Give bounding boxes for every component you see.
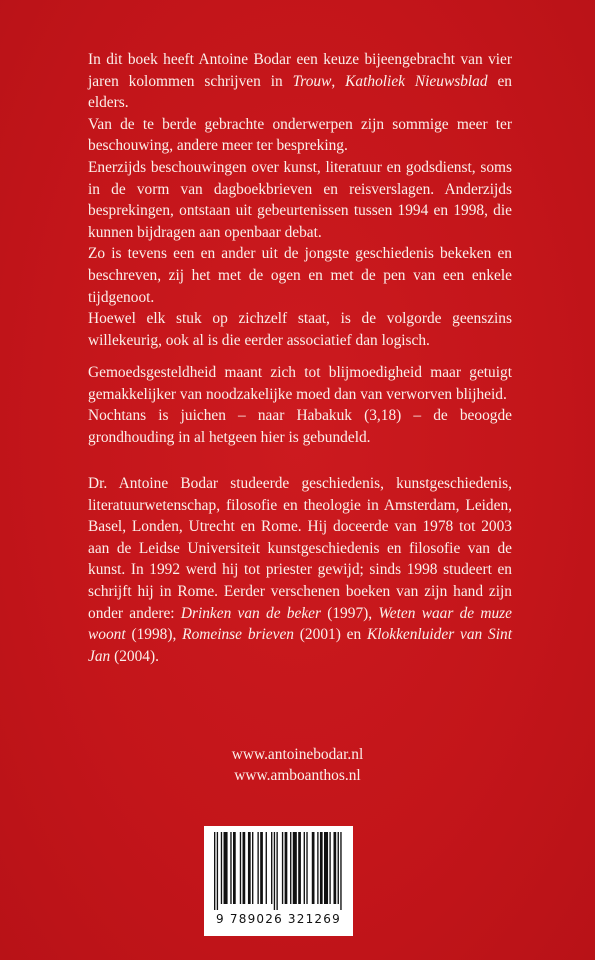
barcode-bar [340, 832, 341, 910]
blurb-section-intro [88, 49, 512, 351]
book-year: (1998), [125, 626, 183, 644]
intro-line-2: jaren kolommen schrijven in [88, 72, 293, 90]
barcode-bar [324, 832, 328, 904]
url-antoinebodar[interactable]: www.antoinebodar.nl [231, 746, 364, 763]
barcode-bar [221, 832, 222, 904]
mood-paragraph-2: Nochtans is juichen – naar Habakuk (3,18) – de beoogde grondhouding in al hetgeen hier is gebundeld. [88, 407, 512, 446]
intro-line-2-end: en elders. [88, 72, 513, 112]
barcode-bar [257, 832, 258, 904]
isbn-barcode [204, 826, 353, 936]
barcode-bar [293, 832, 297, 904]
barcode-bar [329, 832, 330, 904]
publication-trouw: Trouw [292, 72, 332, 90]
book-year: (2001) en [293, 626, 367, 644]
intro-line-1: In dit boek heeft Antoine Bodar een keuze bijeengebracht van vier [88, 51, 512, 68]
barcode-bar [271, 832, 272, 904]
barcode-bar [312, 832, 315, 904]
barcode-bars-icon [214, 832, 343, 910]
barcode-bar [230, 832, 231, 904]
barcode-bar [306, 832, 307, 904]
barcode-bar [217, 832, 218, 910]
barcode-bar [248, 832, 251, 904]
blurb-section-mood [88, 362, 512, 448]
blurb-paragraph-1 [88, 49, 512, 114]
author-bio-paragraph [88, 473, 512, 667]
book-title-romeinse: Romeinse brieven [182, 626, 294, 644]
barcode-bar [276, 832, 277, 910]
barcode-digits: 9 789026 321269 [216, 912, 341, 926]
blurb-paragraph-1b: Van de te berde gebrachte onderwerpen zijn sommige meer ter beschouwing, andere meer ter bespreking. [88, 115, 512, 155]
barcode-bar [317, 832, 318, 904]
blurb-paragraph-3: Zo is tevens een en ander uit de jongste geschiedenis bekeken en beschreven, zij het met de ogen en met de pen van een enkele tijdgenoot. [88, 245, 512, 306]
barcode-bar [320, 832, 323, 904]
barcode-bar [304, 832, 305, 904]
book-title-klokkenluider: Klokkenluider van Sint Jan [88, 626, 512, 665]
barcode-bar [233, 832, 236, 904]
bio-text: Dr. Antoine Bodar studeerde geschiedenis, kunstgeschiedenis, literatuurwetenschap, filosofie en theologie in Amsterdam, Leiden, Basel, Londen, Utrecht en Rome. Hij doceerde van 1978 tot 2003 aan de Leidse Universiteit kunstgeschiedenis en filosofie van de kunst. In 1992 werd hij tot priester gewijd; sinds 1998 studeert en schrijft hij in Rome. Eerder verschenen boeken van zijn hand zijn onder andere: [88, 475, 512, 622]
mood-paragraph-1: Gemoedsgesteldheid maant zich tot blijmoedigheid maar getuigt gemakkelijker van noodzakelijke moed dan van verworven blijheid. [88, 364, 512, 403]
book-title-weten: Weten waar de muze woont [88, 604, 513, 644]
blurb-paragraph-2: Enerzijds beschouwingen over kunst, literatuur en godsdienst, soms in de vorm van dagboekbrieven en reisverslagen. Anderzijds besprekingen, ontstaan uit gebeurtenissen tussen 1994 en 1998, die kunnen bijdragen aan openbaar debat. [88, 158, 512, 241]
barcode-bar [333, 832, 336, 904]
blurb-paragraph-4: Hoewel elk stuk op zichzelf staat, is de volgorde geenszins willekeurig, ook al is die eerder associatief dan logisch. [88, 310, 512, 349]
barcode-bar [338, 832, 339, 904]
separator: , [331, 72, 346, 90]
author-bio [88, 473, 512, 667]
barcode-bar [260, 832, 263, 904]
book-title-drinken: Drinken van de beker [180, 604, 321, 622]
barcode-bar [298, 832, 301, 904]
book-year: (1997), [320, 604, 379, 622]
barcode-bar [285, 832, 288, 904]
barcode-bar [274, 832, 275, 910]
barcode-bar [214, 832, 215, 910]
publication-katholiek-nieuwsblad: Katholiek Nieuwsblad [345, 72, 488, 90]
barcode-bar [282, 832, 283, 904]
barcode-bar [243, 832, 246, 904]
barcode-bar [240, 832, 241, 904]
url-amboanthos[interactable]: www.amboanthos.nl [234, 767, 361, 784]
website-links [0, 744, 595, 786]
barcode-bar [266, 832, 267, 904]
barcode-bar [252, 832, 253, 904]
barcode-bar [290, 832, 291, 904]
book-year: (2004). [110, 647, 159, 665]
barcode-bar [224, 832, 228, 904]
